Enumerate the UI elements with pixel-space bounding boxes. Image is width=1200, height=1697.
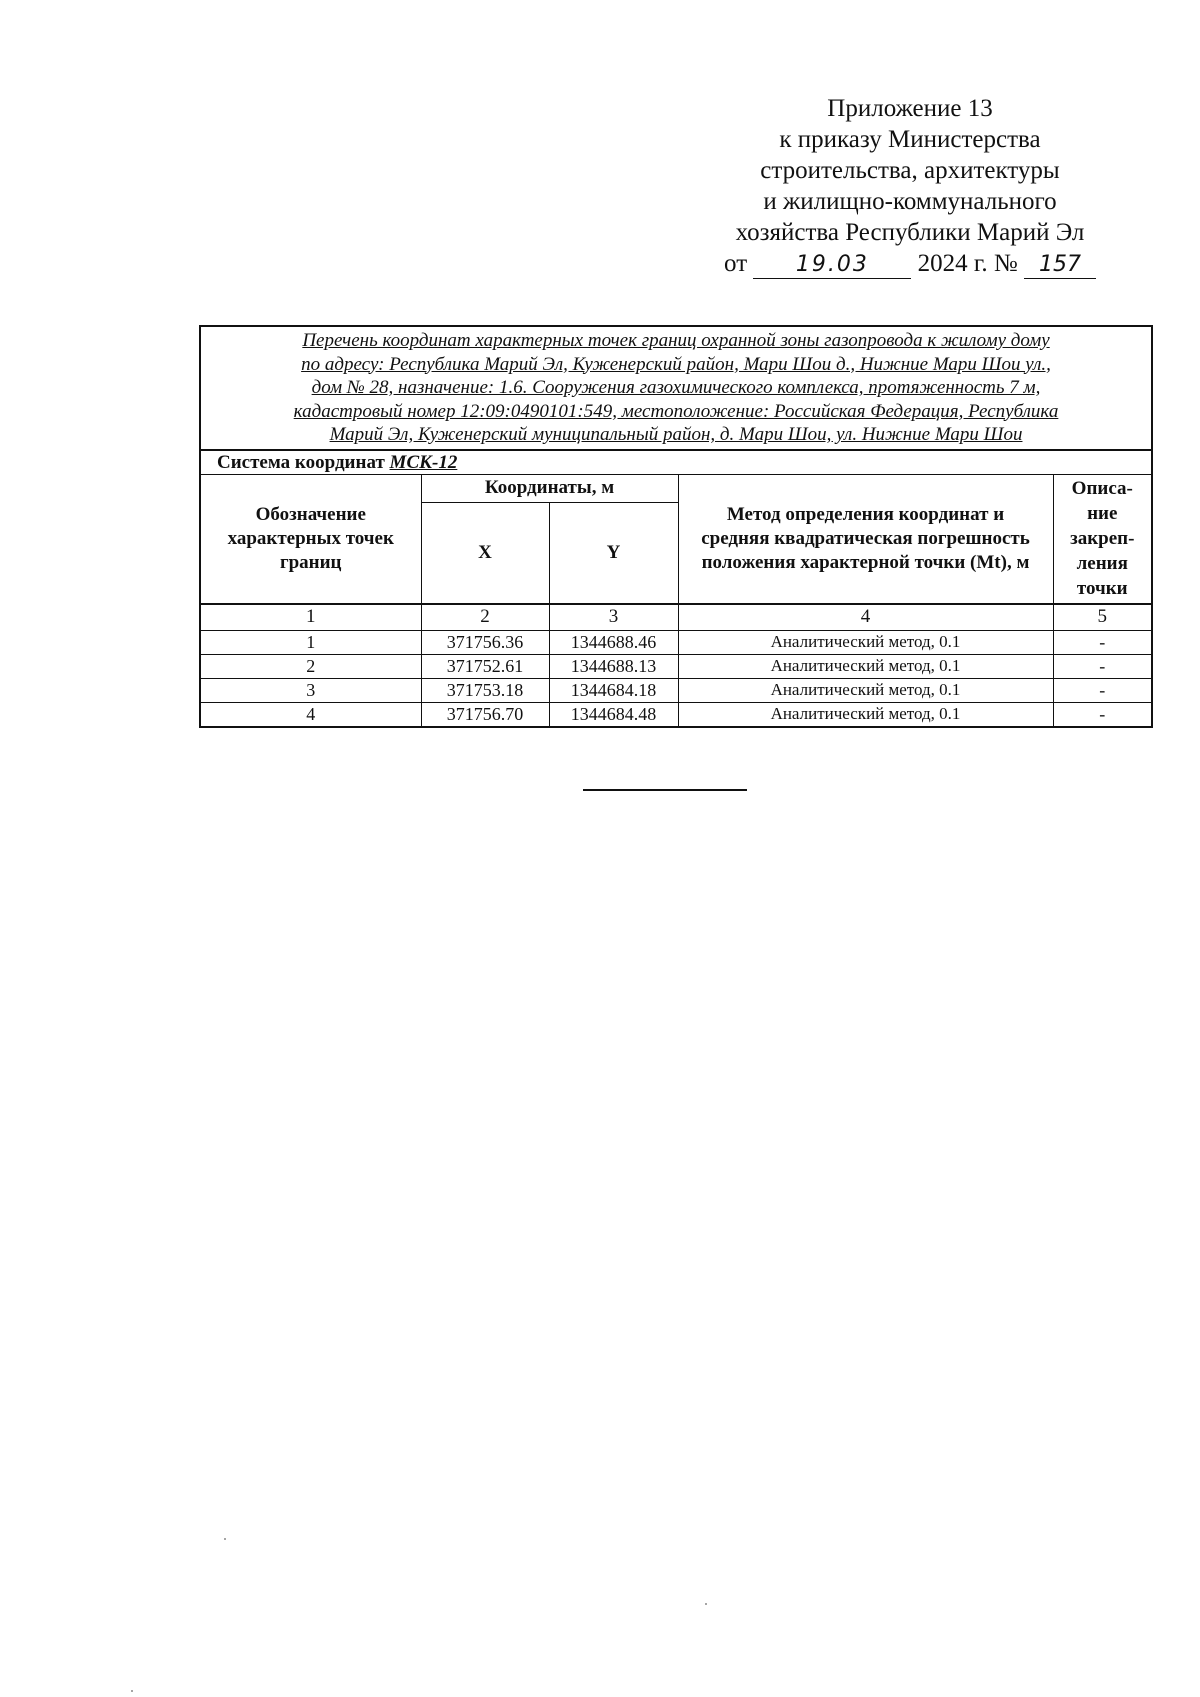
order-reference-line-4: хозяйства Республики Марий Эл <box>735 219 1085 246</box>
table-title-line: дом № 28, назначение: 1.6. Сооружения газохимического комплекса, протяженность 7 м, <box>311 377 1041 398</box>
column-number: 1 <box>200 604 421 631</box>
order-year: 2024 г. № <box>917 250 1018 277</box>
table-row <box>200 702 1152 727</box>
cell-x: 371756.36 <box>421 630 549 654</box>
cell-point: 4 <box>200 702 421 727</box>
cell-point: 2 <box>200 654 421 678</box>
appendix-header <box>690 93 1130 279</box>
cell-description: - <box>1053 678 1152 702</box>
cell-y: 1344688.13 <box>549 654 678 678</box>
order-reference-line-3: и жилищно-коммунального <box>763 188 1057 215</box>
header-description <box>1053 474 1152 604</box>
cell-y: 1344684.18 <box>549 678 678 702</box>
cell-description: - <box>1053 654 1152 678</box>
header-designation: Обозначение характерных точек границ <box>200 474 421 604</box>
scan-speck <box>131 1690 133 1692</box>
order-reference-line-2: строительства, архитектуры <box>760 157 1060 184</box>
header-method: Метод определения координат и средняя квадратическая погрешность положения характерной точки (Mt), м <box>678 474 1053 604</box>
column-number: 5 <box>1053 604 1152 631</box>
order-number: 157 <box>1024 252 1096 279</box>
cell-description: - <box>1053 702 1152 727</box>
cell-point: 3 <box>200 678 421 702</box>
header-y: Y <box>549 502 678 604</box>
cell-method: Аналитический метод, 0.1 <box>678 630 1053 654</box>
order-date: 19.03 <box>753 252 911 279</box>
coordinate-system-value: МСК-12 <box>389 451 458 473</box>
end-of-document-rule <box>583 789 747 791</box>
order-reference-line-1: к приказу Министерства <box>779 126 1041 153</box>
scan-speck <box>224 1538 226 1540</box>
cell-method: Аналитический метод, 0.1 <box>678 678 1053 702</box>
coordinate-system-label: Система координат <box>217 451 385 473</box>
header-description-part: Описа- <box>1071 478 1133 499</box>
table-title-line: Марий Эл, Куженерский муниципальный район, д. Мари Шои, ул. Нижние Мари Шои <box>329 424 1023 445</box>
cell-x: 371752.61 <box>421 654 549 678</box>
header-description-part: закреп- <box>1070 528 1135 549</box>
table-title-line: Перечень координат характерных точек границ охранной зоны газопровода к жилому дому <box>302 330 1050 351</box>
header-description-part: ления <box>1076 553 1128 574</box>
cell-method: Аналитический метод, 0.1 <box>678 702 1053 727</box>
table-title-line: кадастровый номер 12:09:0490101:549, местоположение: Российская Федерация, Республика <box>293 400 1059 422</box>
scan-speck <box>705 1603 707 1605</box>
header-coordinates: Координаты, м <box>421 474 678 502</box>
cell-description: - <box>1053 630 1152 654</box>
table-title <box>200 326 1152 450</box>
table-row <box>200 678 1152 702</box>
order-date-line <box>690 248 1130 279</box>
column-number: 2 <box>421 604 549 631</box>
cell-x: 371753.18 <box>421 678 549 702</box>
cell-y: 1344684.48 <box>549 702 678 727</box>
cell-point: 1 <box>200 630 421 654</box>
order-prefix: от <box>724 250 748 277</box>
coordinate-system-row <box>200 450 1152 475</box>
column-number-row <box>200 604 1152 631</box>
cell-method: Аналитический метод, 0.1 <box>678 654 1053 678</box>
table-row <box>200 654 1152 678</box>
appendix-title: Приложение 13 <box>827 95 993 122</box>
coordinates-table <box>199 325 1153 728</box>
cell-y: 1344688.46 <box>549 630 678 654</box>
column-number: 4 <box>678 604 1053 631</box>
table-title-line: по адресу: Республика Марий Эл, Куженерский район, Мари Шои д., Нижние Мари Шои ул., <box>301 353 1051 375</box>
header-x: X <box>421 502 549 604</box>
header-description-part: точки <box>1076 578 1128 599</box>
table-row <box>200 630 1152 654</box>
column-number: 3 <box>549 604 678 631</box>
header-description-part: ние <box>1087 503 1118 524</box>
cell-x: 371756.70 <box>421 702 549 727</box>
